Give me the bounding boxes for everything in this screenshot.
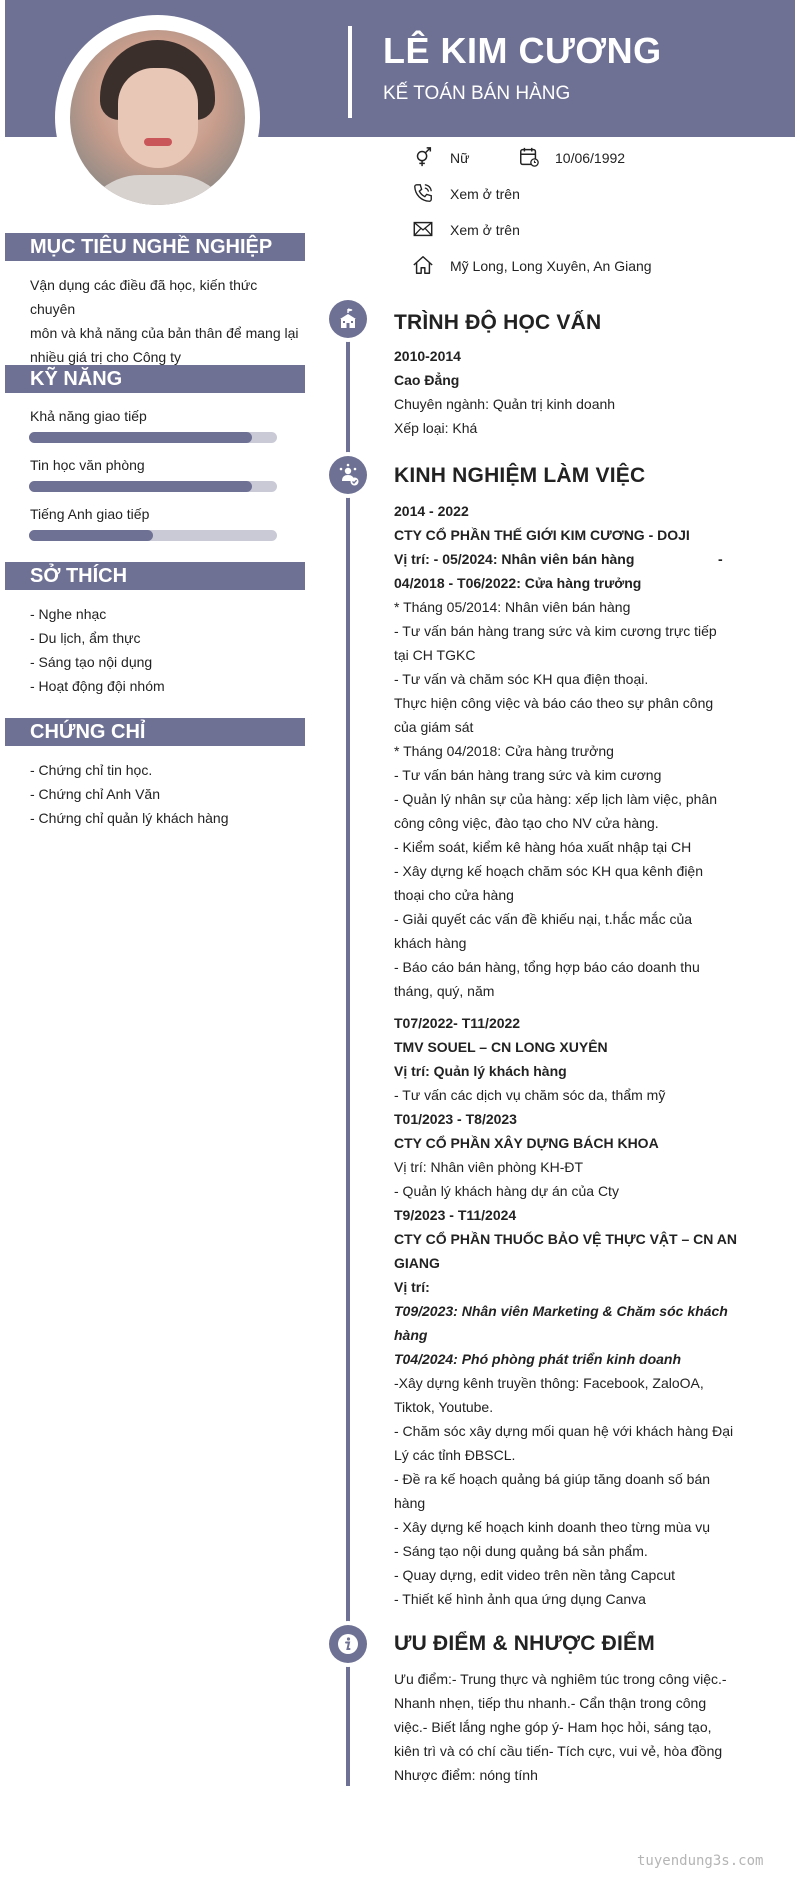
experience-line: T04/2024: Phó phòng phát triển kinh doanh [394,1351,682,1367]
skill-label: Tin học văn phòng [30,457,145,473]
hobbies-list [30,602,305,698]
candidate-name: LÊ KIM CƯƠNG [383,30,662,71]
strengths-line: Nhanh nhẹn, tiếp thu nhanh.- Cẩn thận trong công [394,1695,707,1711]
experience-line: Vị trí: - 05/2024: Nhân viên bán hàng [394,551,635,567]
experience-line: - Giải quyết các vấn đề khiếu nại, t.hắc mắc của [394,911,693,927]
experience-line: Lý các tỉnh ĐBSCL. [394,1447,516,1463]
skill-bar [29,530,277,541]
experience-line: - Xây dựng kế hoạch kinh doanh theo từng mùa vụ [394,1519,711,1535]
certificate-item: - Chứng chỉ Anh Văn [30,786,161,802]
experience-line: công công việc, đào tạo cho NV cửa hàng. [394,815,659,831]
experience-line: - Tư vấn bán hàng trang sức và kim cương trực tiếp [394,623,717,639]
certificate-item: - Chứng chỉ tin học. [30,762,153,778]
experience-line: Vị trí: [394,1279,430,1295]
education-grade: Xếp loại: Khá [394,420,478,436]
experience-line: - Chăm sóc xây dựng mối quan hệ với khách hàng Đại [394,1423,734,1439]
header-divider [348,26,352,118]
hobby-item: - Nghe nhạc [30,606,107,622]
address-value: Mỹ Long, Long Xuyên, An Giang [450,258,652,274]
experience-line: - Quản lý nhân sự của hàng: xếp lịch làm việc, phân [394,791,717,807]
objective-text [30,273,305,369]
education-major: Chuyên ngành: Quản trị kinh doanh [394,396,616,412]
hobby-item: - Hoạt động đội nhóm [30,678,165,694]
watermark: tuyendung3s.com [637,1853,764,1869]
experience-dash: - [718,551,723,567]
strengths-line: Nhược điểm: nóng tính [394,1767,538,1783]
experience-line: Vị trí: Nhân viên phòng KH-ĐT [394,1159,584,1175]
experience-line: T09/2023: Nhân viên Marketing & Chăm sóc khách [394,1303,728,1319]
experience-line: thoại cho cửa hàng [394,887,514,903]
experience-icon [329,456,367,494]
hobbies-heading: SỞ THÍCH [5,562,305,590]
experience-line: Thực hiện công việc và báo cáo theo sự phân công [394,695,714,711]
phone-icon [412,182,434,204]
experience-line: - Tư vấn bán hàng trang sức và kim cương [394,767,662,783]
education-period: 2010-2014 [394,348,461,364]
experience-line: - Tư vấn các dịch vụ chăm sóc da, thẩm mỹ [394,1087,666,1103]
home-icon [412,254,434,276]
experience-line: T9/2023 - T11/2024 [394,1207,517,1223]
experience-line: hàng [394,1327,428,1343]
experience-line: hàng [394,1495,426,1511]
timeline-line [346,318,350,1786]
gender-value: Nữ [450,150,470,166]
experience-line: - Quay dựng, edit video trên nền tảng Capcut [394,1567,675,1583]
experience-line: T01/2023 - T8/2023 [394,1111,517,1127]
strengths-title: ƯU ĐIỂM & NHƯỢC ĐIỂM [394,1632,655,1655]
skill-label: Tiếng Anh giao tiếp [30,506,150,522]
experience-line: Vị trí: Quản lý khách hàng [394,1063,567,1079]
skill-bar [29,432,277,443]
objective-line: nhiều giá trị cho Công ty [30,349,181,365]
certificate-item: - Chứng chỉ quản lý khách hàng [30,810,229,826]
experience-line: GIANG [394,1255,440,1271]
experience-line: TMV SOUEL – CN LONG XUYÊN [394,1039,608,1055]
experience-line: - Báo cáo bán hàng, tổng hợp báo cáo doanh thu [394,959,700,975]
experience-line: - Xây dựng kế hoạch chăm sóc KH qua kênh điện [394,863,703,879]
email-value: Xem ở trên [450,222,520,238]
objective-heading: MỤC TIÊU NGHỀ NGHIỆP [5,233,305,261]
experience-line: - Đề ra kế hoạch quảng bá giúp tăng doanh số bán [394,1471,711,1487]
experience-line: 04/2018 - T06/2022: Cửa hàng trưởng [394,575,642,591]
experience-line: Tiktok, Youtube. [394,1399,494,1415]
calendar-icon [518,146,540,168]
birthday-value: 10/06/1992 [555,150,626,166]
avatar [70,30,245,205]
hobby-item: - Sáng tạo nội dụng [30,654,153,670]
experience-line: tháng, quý, năm [394,983,495,999]
experience-line: * Tháng 05/2014: Nhân viên bán hàng [394,599,631,615]
objective-line: môn và khả năng của bản thân để mang lại [30,325,299,341]
experience-line: - Tư vấn và chăm sóc KH qua điện thoại. [394,671,649,687]
experience-line: 2014 - 2022 [394,503,469,519]
experience-line: * Tháng 04/2018: Cửa hàng trưởng [394,743,614,759]
gender-icon [412,146,434,168]
certificates-list [30,758,305,830]
certificates-heading: CHỨNG CHỈ [5,718,305,746]
strengths-line: việc.- Biết lắng nghe góp ý- Ham học hỏi, sáng tạo, [394,1719,712,1735]
experience-line: T07/2022- T11/2022 [394,1015,521,1031]
experience-line: CTY CỔ PHẦN THẾ GIỚI KIM CƯƠNG - DOJI [394,527,690,543]
skills-heading: KỸ NĂNG [5,365,305,393]
education-title: TRÌNH ĐỘ HỌC VẤN [394,311,602,334]
skill-label: Khả năng giao tiếp [30,408,147,424]
education-icon [329,300,367,338]
experience-title: KINH NGHIỆM LÀM VIỆC [394,464,646,487]
experience-line: - Sáng tạo nội dung quảng bá sản phẩm. [394,1543,648,1559]
experience-line: CTY CỔ PHẦN XÂY DỰNG BÁCH KHOA [394,1135,659,1151]
strengths-line: kiên trì và có chí cầu tiến- Tích cực, vui vẻ, hòa đồng [394,1743,723,1759]
email-icon [412,218,434,240]
education-level: Cao Đẳng [394,372,460,388]
experience-line: -Xây dựng kênh truyền thông: Facebook, ZaloOA, [394,1375,704,1391]
experience-line: khách hàng [394,935,467,951]
experience-line: của giám sát [394,719,474,735]
objective-line: Vận dụng các điều đã học, kiến thức chuyên [30,277,258,317]
experience-line: - Thiết kế hình ảnh qua ứng dụng Canva [394,1591,646,1607]
hobby-item: - Du lịch, ẩm thực [30,630,141,646]
info-icon [329,1625,367,1663]
phone-value: Xem ở trên [450,186,520,202]
experience-line: - Kiểm soát, kiểm kê hàng hóa xuất nhập tại CH [394,839,692,855]
experience-line: tại CH TGKC [394,647,476,663]
experience-line: CTY CỔ PHẦN THUỐC BẢO VỆ THỰC VẬT – CN AN [394,1231,737,1247]
job-title: KẾ TOÁN BÁN HÀNG [383,83,571,104]
skill-bar [29,481,277,492]
experience-line: - Quản lý khách hàng dự án của Cty [394,1183,619,1199]
strengths-line: Ưu điểm:- Trung thực và nghiêm túc trong công việc.- [394,1671,727,1687]
